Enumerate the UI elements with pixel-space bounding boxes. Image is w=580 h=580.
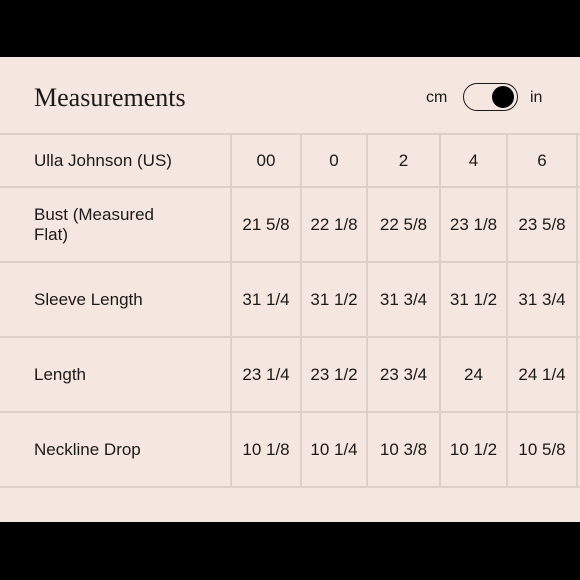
row-label: Sleeve Length bbox=[0, 262, 231, 337]
unit-switch[interactable] bbox=[463, 83, 518, 111]
row-label: Length bbox=[0, 337, 231, 412]
table-header-row bbox=[0, 134, 580, 187]
table-cell: 22 1/8 bbox=[301, 187, 367, 262]
row-label: Neckline Drop bbox=[0, 412, 231, 487]
row-label: Bust (Measured Flat) bbox=[0, 187, 231, 262]
page-title: Measurements bbox=[34, 83, 186, 112]
table-cell: 31 3/4 bbox=[507, 262, 577, 337]
table-cell: 31 1/4 bbox=[231, 262, 301, 337]
switch-knob[interactable] bbox=[492, 86, 514, 108]
unit-label-in[interactable]: in bbox=[530, 89, 543, 106]
table-row bbox=[0, 262, 580, 337]
table-cell: 21 5/8 bbox=[231, 187, 301, 262]
size-header: 2 bbox=[367, 134, 440, 187]
size-header: 00 bbox=[231, 134, 301, 187]
table-cell: 10 3/8 bbox=[367, 412, 440, 487]
table-cell: 10 1/8 bbox=[231, 412, 301, 487]
unit-label-cm[interactable]: cm bbox=[426, 89, 448, 106]
table-cell: 10 5/8 bbox=[507, 412, 577, 487]
table-cell: 31 1/2 bbox=[301, 262, 367, 337]
unit-toggle[interactable] bbox=[380, 82, 580, 114]
table-cell: 23 3/4 bbox=[367, 337, 440, 412]
table-cell: 23 1/2 bbox=[301, 337, 367, 412]
table-cell: 10 1/4 bbox=[301, 412, 367, 487]
table-row bbox=[0, 412, 580, 487]
table-cell: 23 5/8 bbox=[507, 187, 577, 262]
measurements-panel bbox=[0, 57, 580, 522]
table-row bbox=[0, 187, 580, 262]
header-brand-label: Ulla Johnson (US) bbox=[0, 134, 231, 187]
table-cell: 24 1/4 bbox=[507, 337, 577, 412]
table-cell: 24 bbox=[440, 337, 507, 412]
table-cell: 22 5/8 bbox=[367, 187, 440, 262]
table-row bbox=[0, 337, 580, 412]
size-header: 0 bbox=[301, 134, 367, 187]
size-header: 6 bbox=[507, 134, 577, 187]
table-cell: 31 3/4 bbox=[367, 262, 440, 337]
table-cell: 23 1/4 bbox=[231, 337, 301, 412]
size-chart-table bbox=[0, 133, 580, 488]
size-header: 4 bbox=[440, 134, 507, 187]
table-cell: 23 1/8 bbox=[440, 187, 507, 262]
table-cell: 31 1/2 bbox=[440, 262, 507, 337]
table-cell: 10 1/2 bbox=[440, 412, 507, 487]
